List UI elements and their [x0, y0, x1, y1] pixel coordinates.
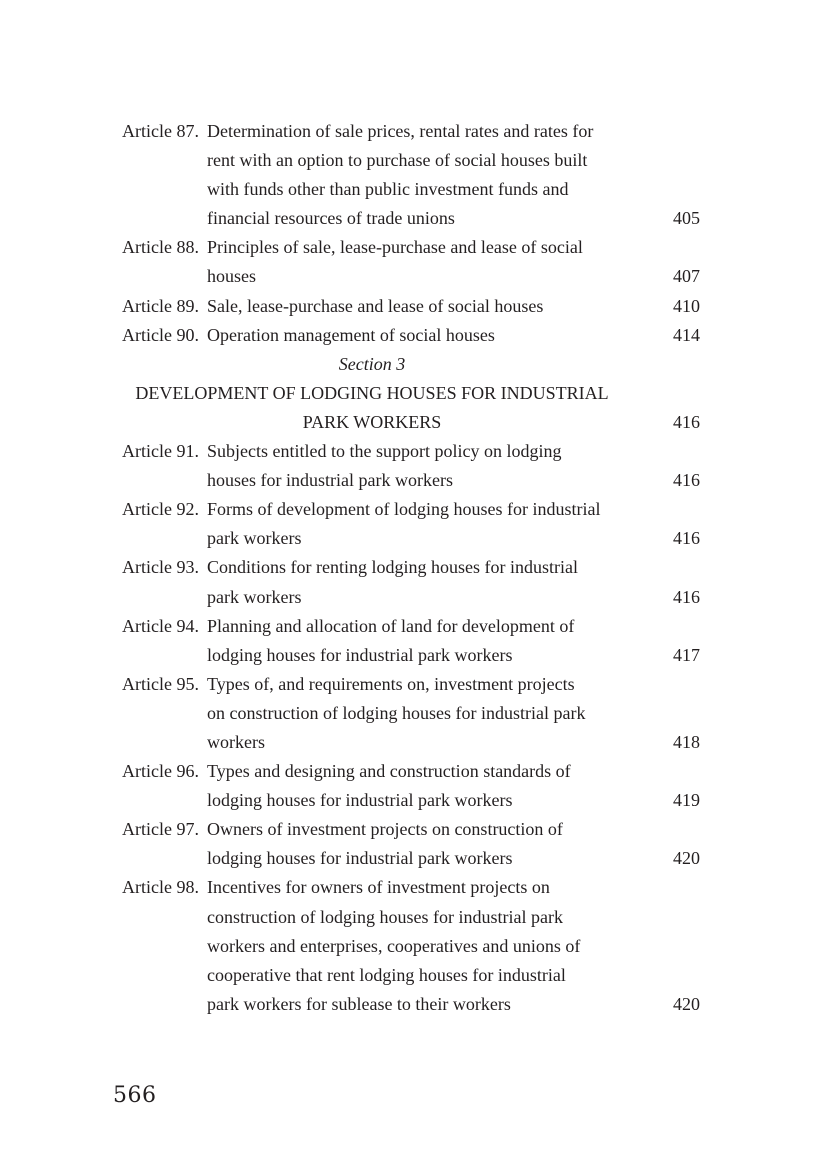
toc-entry-title-line: with funds other than public investment funds and: [207, 179, 569, 200]
toc-entry-page-number: 418: [673, 731, 700, 752]
toc-entry-title-line: lodging houses for industrial park workers: [207, 848, 513, 869]
toc-entry-label: Article 90.: [122, 324, 199, 345]
toc-entry-article-96[interactable]: [122, 757, 700, 815]
section-number: Section 3: [338, 353, 406, 374]
toc-entry-article-87[interactable]: [122, 117, 700, 233]
section-page-number: 416: [673, 411, 700, 432]
toc-entry-article-90[interactable]: [122, 321, 700, 350]
toc-entry-title-line: Conditions for renting lodging houses for industrial: [207, 557, 578, 578]
toc-entry-title-line: on construction of lodging houses for industrial park: [207, 702, 586, 723]
toc-entry-title-line: lodging houses for industrial park workers: [207, 644, 513, 665]
toc-entry-label: Article 94.: [122, 615, 199, 636]
toc-entry-page-number: 420: [673, 848, 700, 869]
toc-entry-title-line: workers: [207, 731, 265, 752]
toc-entry-title-line: workers and enterprises, cooperatives and unions of: [207, 935, 581, 956]
toc-entry-page-number: 414: [673, 324, 700, 345]
toc-section-3[interactable]: [122, 350, 700, 437]
toc-entry-article-93[interactable]: [122, 553, 700, 611]
toc-entry-label: Article 91.: [122, 441, 199, 462]
toc-entry-title-line: lodging houses for industrial park workers: [207, 790, 513, 811]
toc-entry-title-line: Operation management of social houses: [207, 324, 495, 345]
toc-entry-page-number: 419: [673, 790, 700, 811]
folio-page-number: 566: [113, 1083, 157, 1108]
toc-entry-page-number: 405: [673, 208, 700, 229]
toc-entry-title-line: cooperative that rent lodging houses for industrial: [207, 964, 566, 985]
toc-entry-article-92[interactable]: [122, 495, 700, 553]
toc-entry-title-line: Principles of sale, lease-purchase and lease of social: [207, 237, 583, 258]
toc-entry-title-line: Types and designing and construction standards of: [207, 761, 571, 782]
toc-entry-title-line: Determination of sale prices, rental rates and rates for: [207, 121, 594, 141]
toc-entry-title-line: houses for industrial park workers: [207, 470, 453, 491]
toc-entry-title-line: houses: [207, 266, 256, 287]
toc-entry-label: Article 88.: [122, 237, 199, 258]
toc-entry-label: Article 87.: [122, 121, 199, 141]
toc-entry-page-number: 416: [673, 528, 700, 549]
section-title-line: DEVELOPMENT OF LODGING HOUSES FOR INDUSTRIAL: [135, 382, 609, 403]
toc-entry-title-line: Planning and allocation of land for development of: [207, 615, 575, 636]
toc-entry-page-number: 410: [673, 295, 700, 316]
table-of-contents: [122, 117, 700, 1019]
toc-entry-title-line: construction of lodging houses for industrial park: [207, 906, 563, 927]
toc-entry-title-line: park workers: [207, 586, 302, 607]
toc-entry-article-91[interactable]: [122, 437, 700, 495]
toc-entry-label: Article 92.: [122, 499, 199, 520]
toc-entry-title-line: Owners of investment projects on construction of: [207, 819, 563, 840]
toc-entry-page-number: 417: [673, 644, 700, 665]
toc-entry-label: Article 95.: [122, 673, 199, 694]
toc-entry-title-line: park workers: [207, 528, 302, 549]
toc-entry-article-95[interactable]: [122, 670, 700, 757]
toc-entry-title-line: financial resources of trade unions: [207, 208, 455, 229]
toc-entry-title-line: Forms of development of lodging houses for industrial: [207, 499, 601, 520]
section-title-line: PARK WORKERS: [302, 411, 442, 432]
toc-entry-title-line: Types of, and requirements on, investment projects: [207, 673, 575, 694]
toc-entry-page-number: 416: [673, 586, 700, 607]
toc-entry-label: Article 93.: [122, 557, 199, 578]
toc-entry-article-97[interactable]: [122, 815, 700, 873]
toc-entry-article-89[interactable]: [122, 292, 700, 321]
toc-entry-title-line: park workers for sublease to their workers: [207, 993, 511, 1014]
toc-entry-label: Article 96.: [122, 761, 199, 782]
toc-entry-title-line: rent with an option to purchase of social houses built: [207, 150, 588, 171]
toc-entry-article-94[interactable]: [122, 612, 700, 670]
toc-entry-label: Article 98.: [122, 877, 199, 898]
toc-entry-page-number: 416: [673, 470, 700, 491]
toc-entry-label: Article 89.: [122, 295, 199, 316]
toc-entry-title-line: Subjects entitled to the support policy on lodging: [207, 441, 562, 462]
toc-entry-page-number: 420: [673, 993, 700, 1014]
toc-entry-label: Article 97.: [122, 819, 199, 840]
toc-entry-article-88[interactable]: [122, 233, 700, 291]
toc-entry-page-number: 407: [673, 266, 700, 287]
toc-entry-title-line: Incentives for owners of investment projects on: [207, 877, 550, 898]
toc-entry-title-line: Sale, lease-purchase and lease of social houses: [207, 295, 544, 316]
toc-entry-article-98[interactable]: [122, 873, 700, 1018]
